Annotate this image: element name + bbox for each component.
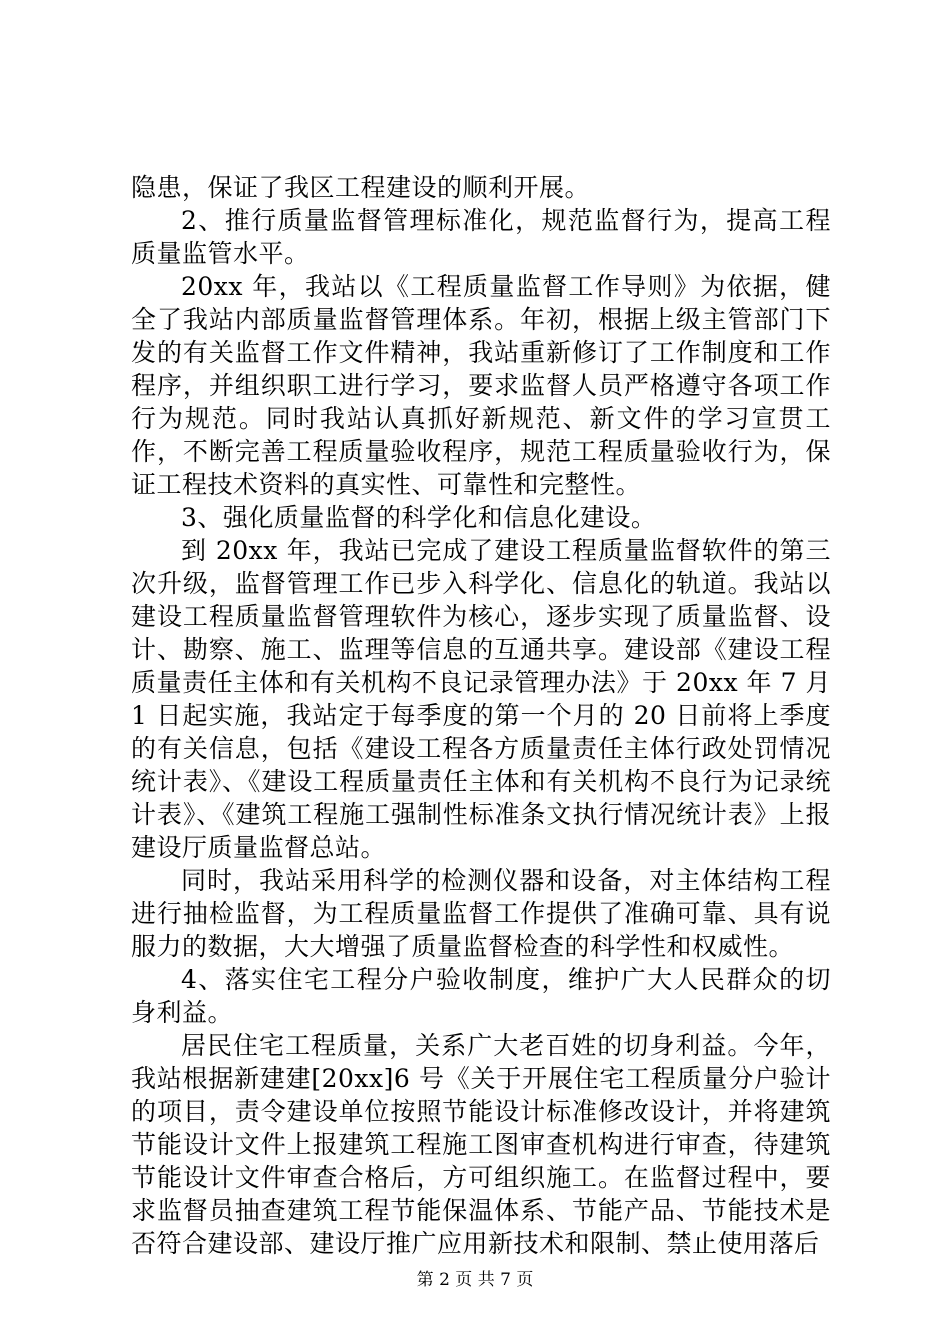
paragraph-8: 居民住宅工程质量，关系广大老百姓的切身利益。今年，我站根据新建建[20xx]6 号《关于开展住宅工程质量分户验计的项目，责令建设单位按照节能设计标准修改设计，并将建筑节能设计文件上报建筑工程施工图审查机构进行审查，待建筑节能设计文件审查合格后，方可组织施工。在监督过程中，要求监督员抽查建筑工程节能保温体系、节能产品、节能技术是否符合建设部、建设厅推广应用新技术和限制、禁止使用落后 [131,1031,831,1258]
document-body [131,171,831,1260]
paragraph-6: 同时，我站采用科学的检测仪器和设备，对主体结构工程进行抽检监督，为工程质量监督工作提供了准确可靠、具有说服力的数据，大大增强了质量监督检查的科学性和权威性。 [131,866,831,961]
paragraph-4: 3、强化质量监督的科学化和信息化建设。 [181,503,657,532]
paragraph-1: 隐患，保证了我区工程建设的顺利开展。 [131,173,591,202]
paragraph-5: 到 20xx 年，我站已完成了建设工程质量监督软件的第三次升级，监督管理工作已步入科学化、信息化的轨道。我站以建设工程质量监督管理软件为核心，逐步实现了质量监督、设计、勘察、施工、监理等信息的互通共享。建设部《建设工程质量责任主体和有关机构不良记录管理办法》于 20xx 年 7 月 1 日起实施，我站定于每季度的第一个月的 20 日前将上季度的有关信息，包括《建设工程各方质量责任主体行政处罚情况统计表》、《建设工程质量责任主体和有关机构不良行为记录统计表》、《建筑工程施工强制性标准条文执行情况统计表》上报建设厅质量监督总站。 [131,536,831,862]
paragraph-7: 4、落实住宅工程分户验收制度，维护广大人民群众的切身利益。 [131,965,831,1027]
page-footer: 第 2 页 共 7 页 [416,1270,534,1290]
paragraph-3: 20xx 年，我站以《工程质量监督工作导则》为依据，健全了我站内部质量监督管理体系。年初，根据上级主管部门下发的有关监督工作文件精神，我站重新修订了工作制度和工作程序，并组织职工进行学习，要求监督人员严格遵守各项工作行为规范。同时我站认真抓好新规范、新文件的学习宣贯工作，不断完善工程质量验收程序，规范工程质量验收行为，保证工程技术资料的真实性、可靠性和完整性。 [131,272,831,499]
paragraph-2: 2、推行质量监督管理标准化，规范监督行为，提高工程质量监管水平。 [131,206,831,268]
